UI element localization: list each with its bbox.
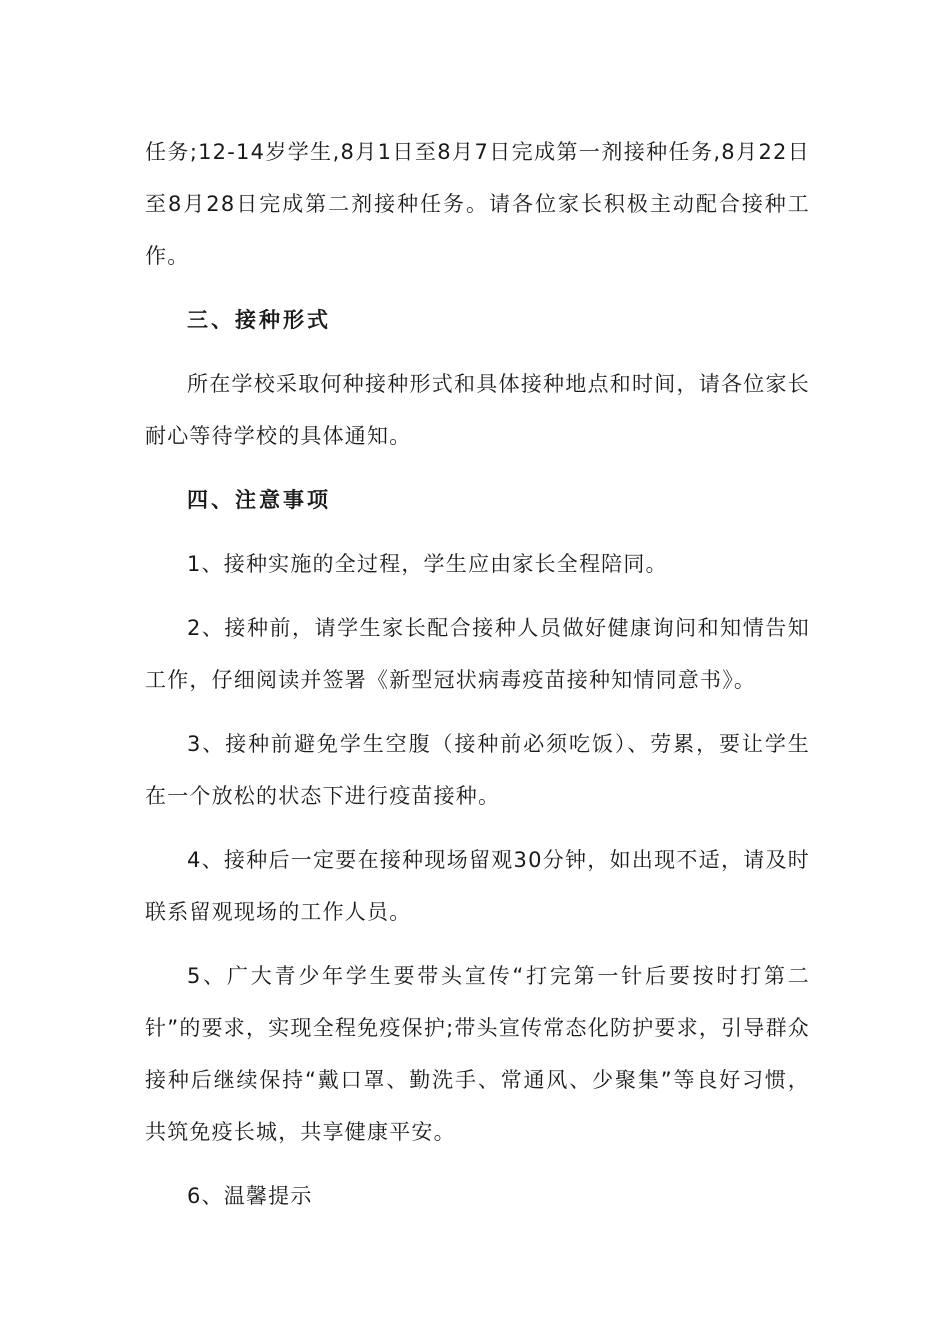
precaution-item-5: 5、广大青少年学生要带头宣传“打完第一针后要按时打第二针”的要求，实现全程免疫保护;带头宣传常态化防护要求，引导群众接种后继续保持“戴口罩、勤洗手、常通风、少聚集”等良好习惯，共筑免疫长城，共享健康平安。: [145, 964, 810, 1144]
paragraph-vaccination-form: 所在学校采取何种接种形式和具体接种地点和时间，请各位家长耐心等待学校的具体通知。: [145, 372, 810, 448]
section-heading-precautions: 四、注意事项: [187, 488, 331, 512]
paragraph-continuation: 任务;12-14岁学生,8月1日至8月7日完成第一剂接种任务,8月22日至8月28日完成第二剂接种任务。请各位家长积极主动配合接种工作。: [145, 140, 810, 268]
precaution-item-3: 3、接种前避免学生空腹（接种前必须吃饭）、劳累，要让学生在一个放松的状态下进行疫苗接种。: [145, 732, 810, 808]
precaution-item-1: 1、接种实施的全过程，学生应由家长全程陪同。: [187, 552, 668, 576]
precaution-item-4: 4、接种后一定要在接种现场留观30分钟，如出现不适，请及时联系留观现场的工作人员。: [145, 848, 810, 924]
document-body: [145, 126, 810, 1222]
precaution-item-2: 2、接种前，请学生家长配合接种人员做好健康询问和知情告知工作，仔细阅读并签署《新型冠状病毒疫苗接种知情同意书》。: [145, 616, 810, 692]
section-heading-vaccination-form: 三、接种形式: [187, 308, 331, 332]
precaution-item-6: 6、温馨提示: [187, 1184, 313, 1208]
